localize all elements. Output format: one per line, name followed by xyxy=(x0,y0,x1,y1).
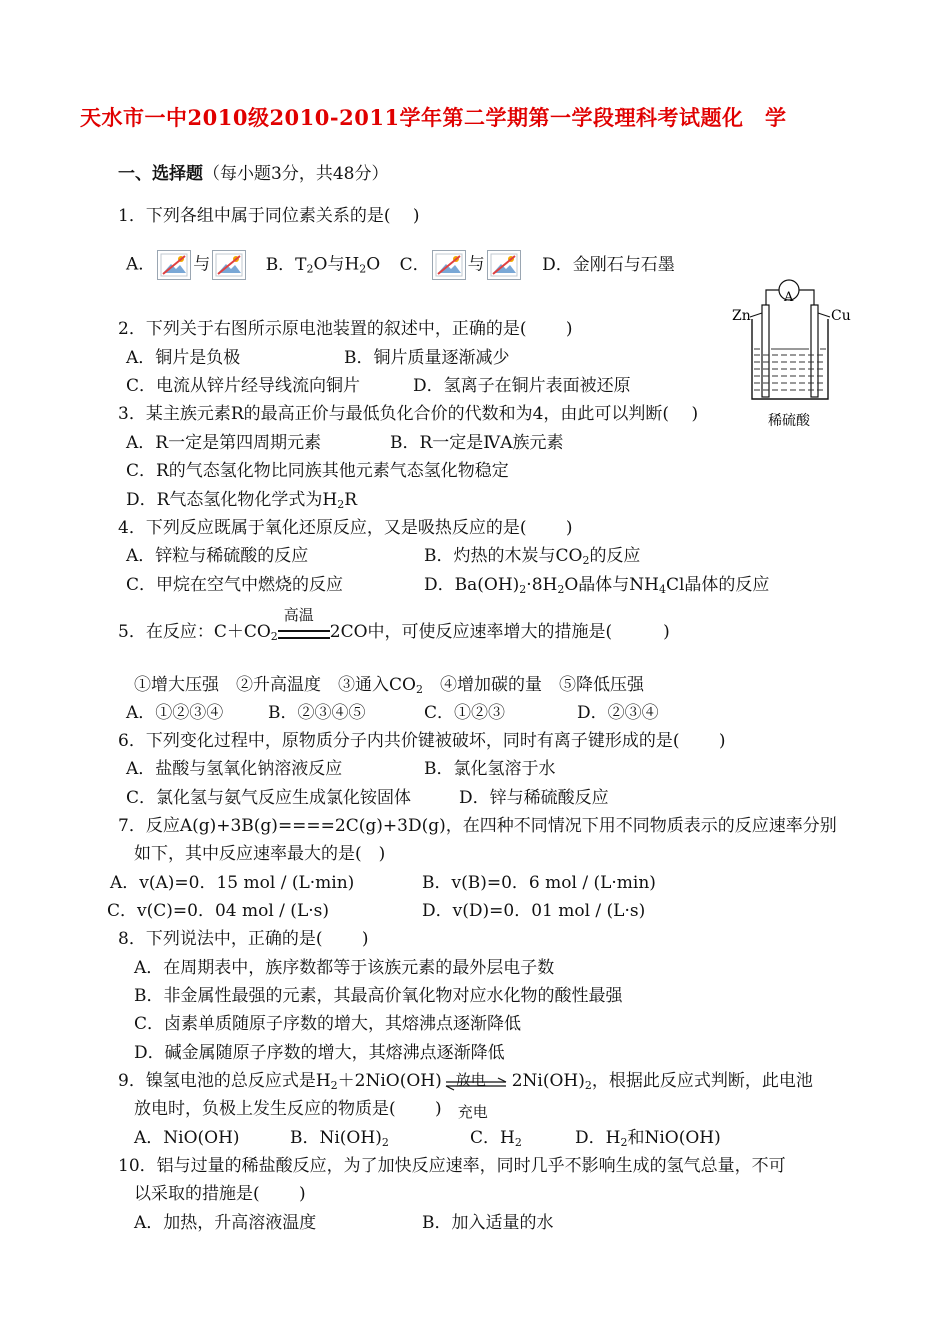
question-6-option-c: C．氯化氢与氨气反应生成氯化铵固体 xyxy=(126,788,412,808)
question-10-option-a: A．加热，升高溶液温度 xyxy=(134,1213,317,1233)
question-9-option-c: C．$H_2$ xyxy=(470,1128,522,1149)
question-6-option-d: D．锌与稀硫酸反应 xyxy=(459,788,609,808)
question-5-stem: 5．在反应：$C+CO_2$ 高温 2CO中，可使反应速率增大的措施是( ) xyxy=(118,605,670,643)
question-5-option-a: A．①②③④ xyxy=(126,703,224,723)
question-7-option-d: D．v(D)=0．01 mol / (L·s) xyxy=(422,901,646,921)
question-3-option-d: D．R气态氢化物化学式为$H_2R$ xyxy=(126,490,358,511)
question-4-option-a: A．锌粒与稀硫酸的反应 xyxy=(126,546,309,566)
question-4-option-b: B．灼热的木炭与$CO_2$的反应 xyxy=(424,546,641,567)
question-7-stem-cont: 如下，其中反应速率最大的是( ) xyxy=(134,844,386,864)
question-8-option-b: B．非金属性最强的元素，其最高价氧化物对应水化物的酸性最强 xyxy=(134,986,623,1006)
question-9-option-d: D．$H_2$和NiO(OH) xyxy=(575,1128,721,1149)
question-5-option-c: C．①②③ xyxy=(424,703,506,723)
zinc-label: Zn xyxy=(732,308,751,324)
question-7-option-c: C．v(C)=0．04 mol / (L·s) xyxy=(107,901,329,921)
question-9-stem: 9．镍氢电池的总反应式是$H_2+2NiO(OH)$ 放电 充电 $2Ni(OH)_2$，根据此反应式判断，此电池 xyxy=(118,1070,813,1121)
question-10-option-b: B．加入适量的水 xyxy=(422,1213,554,1233)
question-9-stem-cont: 放电时，负极上发生反应的物质是( ) xyxy=(134,1099,442,1119)
question-6-option-a: A．盐酸与氢氧化钠溶液反应 xyxy=(126,759,343,779)
question-4-option-d: D．$Ba(OH)_2\cdot 8H_2O$晶体与$NH_4Cl$晶体的反应 xyxy=(424,575,770,596)
question-5-measures: ①增大压强 ②升高温度 ③通入$CO_2$ ④增加碳的量 ⑤降低压强 xyxy=(134,675,644,696)
reversible-arrow: 放电 充电 xyxy=(442,1071,512,1093)
ammeter-label: A xyxy=(784,290,794,305)
question-3-stem: 3．某主族元素R的最高正价与最低负化合价的代数和为4，由此可以判断( ) xyxy=(118,404,699,424)
question-2-stem: 2．下列关于右图所示原电池装置的叙述中，正确的是( ) xyxy=(118,319,573,339)
question-3-option-b: B．R一定是ⅣA族元素 xyxy=(390,433,564,453)
copper-label: Cu xyxy=(831,308,851,324)
question-10-stem-cont: 以采取的措施是( ) xyxy=(134,1184,306,1204)
question-5-option-d: D．②③④ xyxy=(577,703,659,723)
missing-image-icon xyxy=(157,250,191,280)
question-8-option-a: A．在周期表中，族序数都等于该族元素的最外层电子数 xyxy=(134,958,555,978)
missing-image-icon xyxy=(432,250,466,280)
missing-image-icon xyxy=(212,250,246,280)
question-8-stem: 8．下列说法中，正确的是( ) xyxy=(118,929,369,949)
question-2-option-b: B．铜片质量逐渐减少 xyxy=(344,348,510,368)
question-2-option-c: C．电流从锌片经导线流向铜片 xyxy=(126,376,361,396)
missing-image-icon xyxy=(487,250,521,280)
question-8-option-c: C．卤素单质随原子序数的增大，其熔沸点逐渐降低 xyxy=(134,1014,522,1034)
page-title: 天水市一中2010级2010-2011学年第二学期第一学段理科考试题化 学 xyxy=(80,105,787,130)
question-2-option-a: A．铜片是负极 xyxy=(126,348,241,368)
question-9-option-b: B．$Ni(OH)_2$ xyxy=(290,1128,389,1149)
galvanic-cell-diagram xyxy=(728,275,858,430)
question-6-option-b: B．氯化氢溶于水 xyxy=(424,759,556,779)
section-heading: 一、选择题（每小题3分，共48分） xyxy=(118,164,389,184)
question-2-option-d: D．氢离子在铜片表面被还原 xyxy=(413,376,631,396)
question-3-option-a: A．R一定是第四周期元素 xyxy=(126,433,322,453)
question-10-stem: 10．铝与过量的稀盐酸反应，为了加快反应速率，同时几乎不影响生成的氢气总量，不可 xyxy=(118,1156,786,1176)
question-4-option-c: C．甲烷在空气中燃烧的反应 xyxy=(126,575,344,595)
question-1-stem: 1．下列各组中属于同位素关系的是( ) xyxy=(118,206,420,226)
question-5-option-b: B．②③④⑤ xyxy=(268,703,366,723)
question-4-stem: 4．下列反应既属于氧化还原反应，又是吸热反应的是( ) xyxy=(118,518,573,538)
question-8-option-d: D．碱金属随原子序数的增大，其熔沸点逐渐降低 xyxy=(134,1043,505,1063)
reaction-condition-arrow: 高温 xyxy=(278,622,330,644)
electrolyte-caption: 稀硫酸 xyxy=(768,413,810,429)
question-6-stem: 6．下列变化过程中，原物质分子内共价键被破坏，同时有离子键形成的是( ) xyxy=(118,731,726,751)
question-3-option-c: C．R的气态氢化物比同族其他元素气态氢化物稳定 xyxy=(126,461,509,481)
question-9-option-a: A．NiO(OH) xyxy=(134,1128,240,1148)
question-1-options: A． 与 B．$T_2O$与$H_2O$ C． 与 D．金刚石与石墨 xyxy=(126,250,675,280)
question-7-option-b: B．v(B)=0．6 mol / (L·min) xyxy=(422,873,656,893)
question-7-option-a: A．v(A)=0．15 mol / (L·min) xyxy=(110,873,355,893)
question-7-stem: 7．反应A(g)+3B(g)====2C(g)+3D(g)，在四种不同情况下用不同物质表示的反应速率分别 xyxy=(118,816,837,836)
